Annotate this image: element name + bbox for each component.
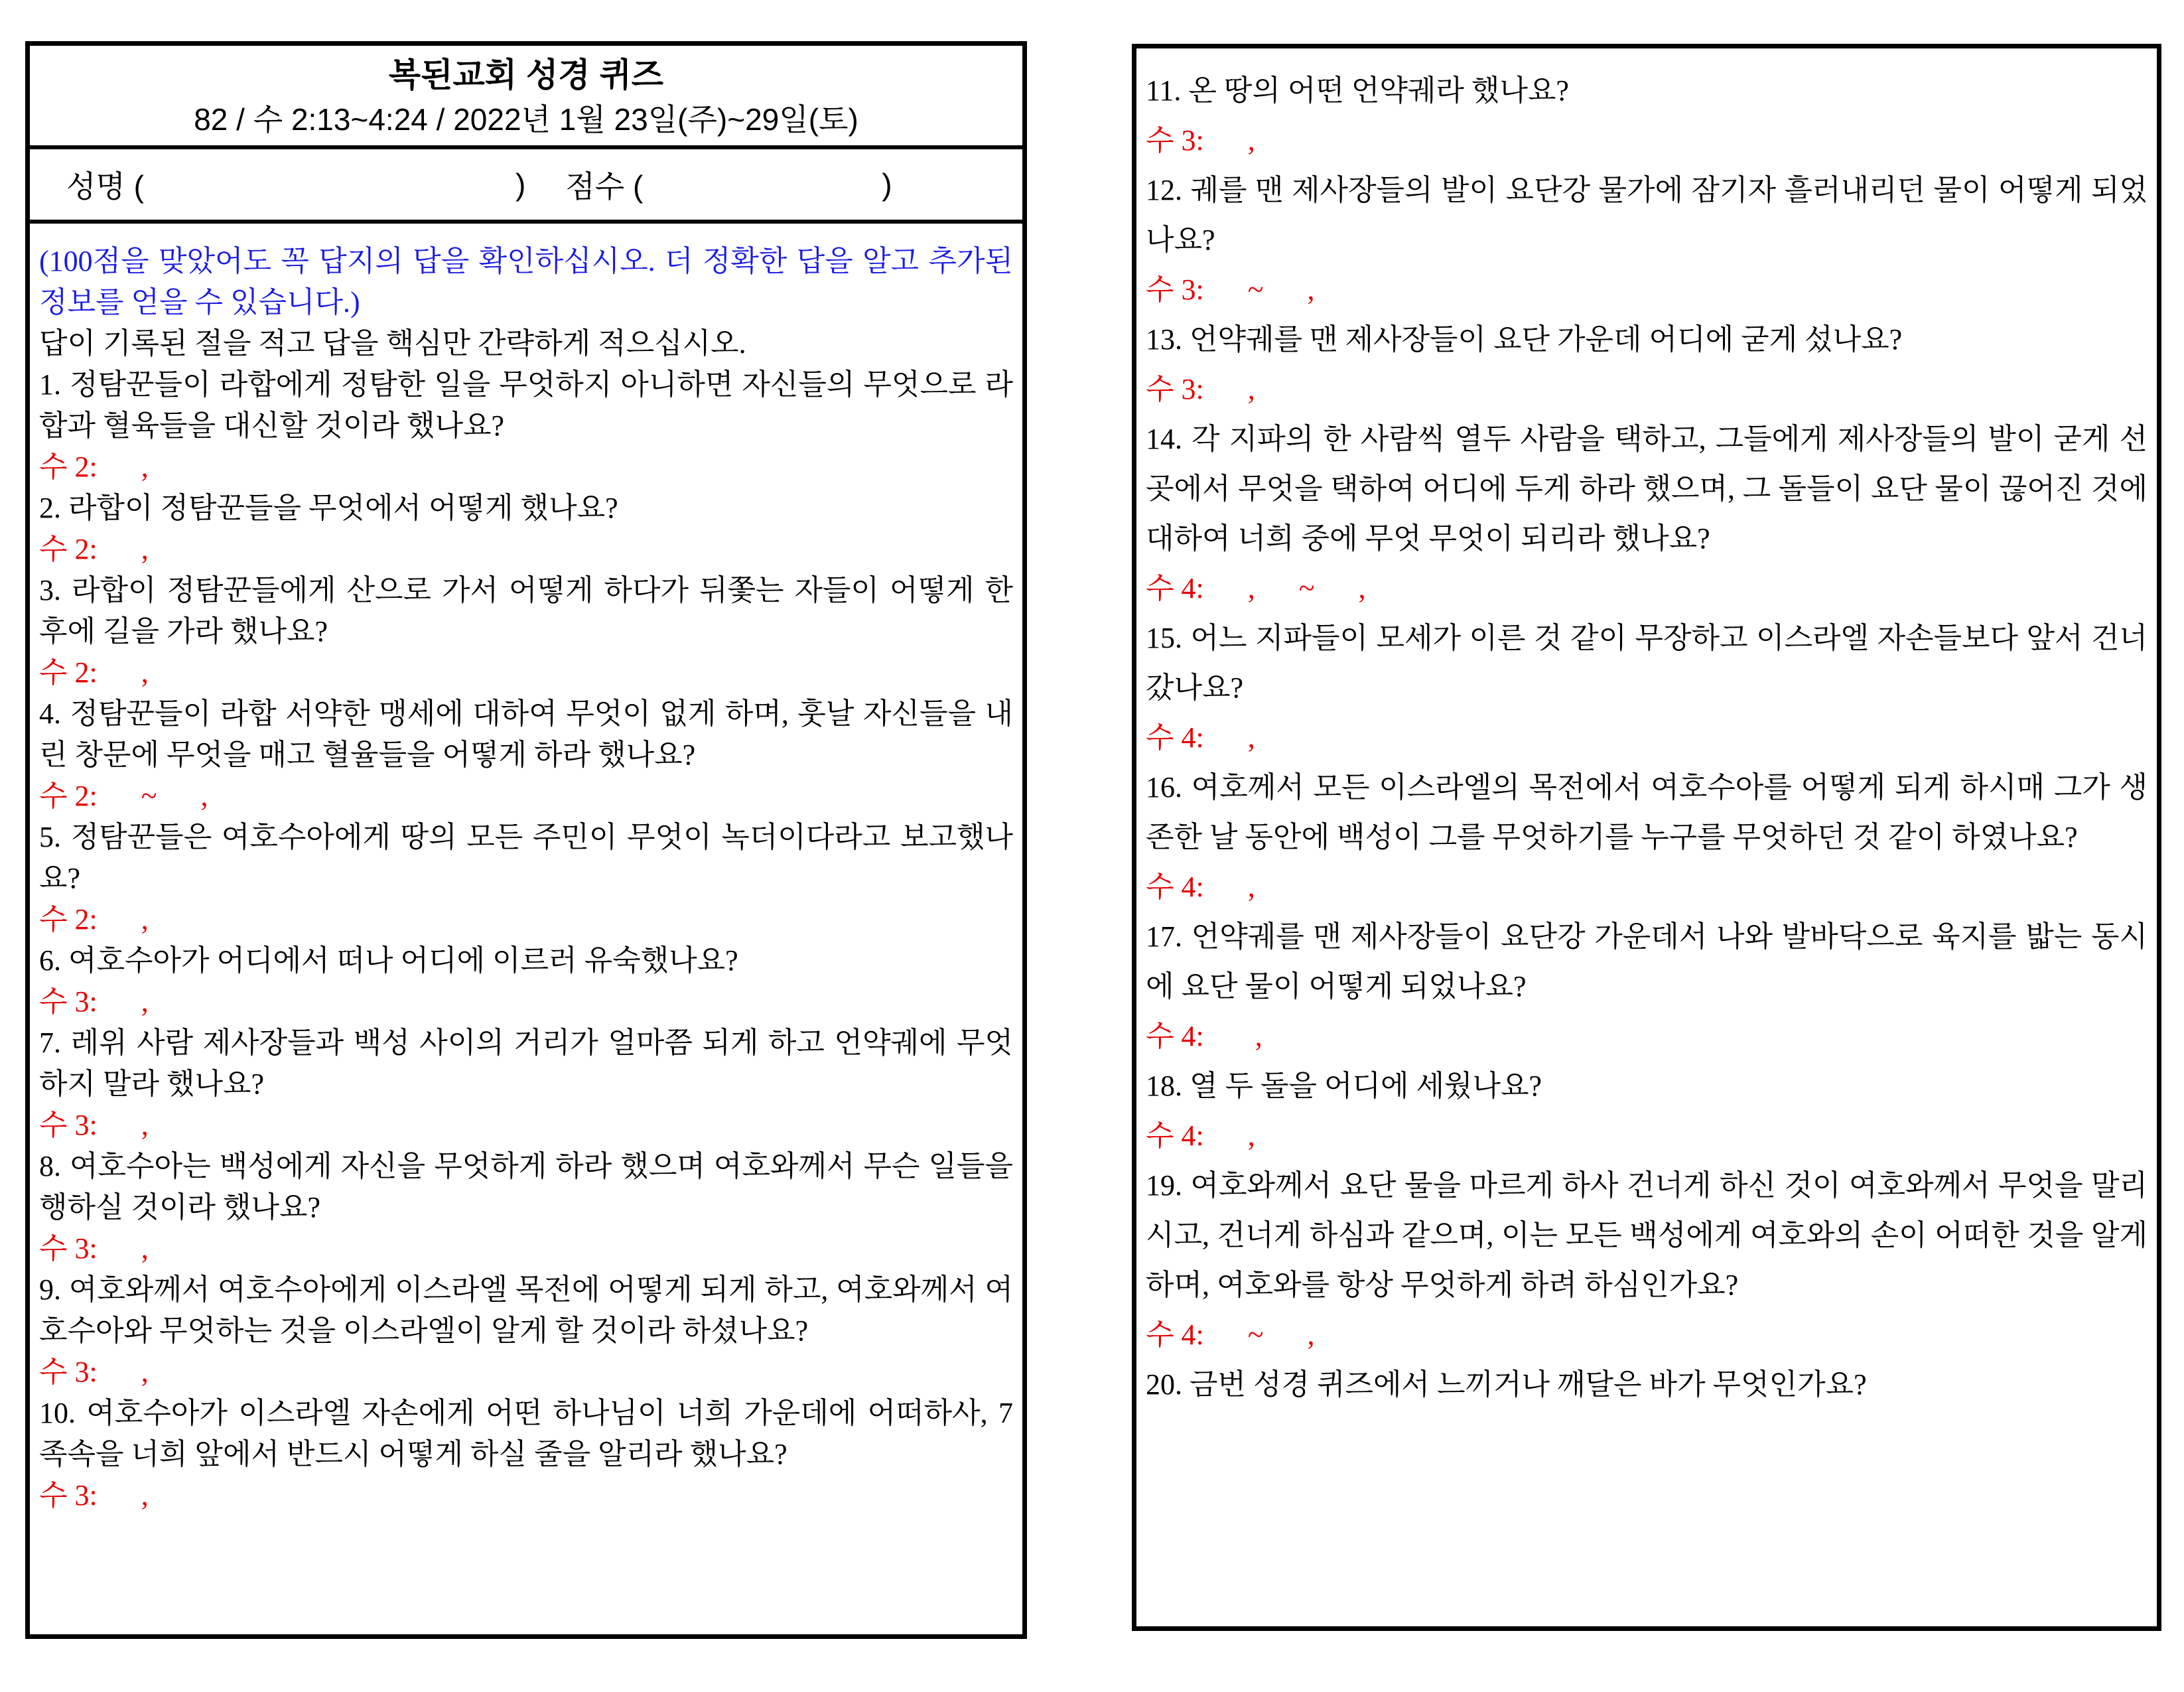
question-item-18 bbox=[1146, 1061, 2148, 1161]
question-body: 정탐꾼들은 여호수아에게 땅의 모든 주민이 무엇이 녹더이다라고 보고했나요? bbox=[39, 821, 1013, 894]
question-body: 정탐꾼들이 라합 서약한 맹세에 대하여 무엇이 없게 하며, 훗날 자신들을 내린 창문에 무엇을 매고 혈율들을 어떻게 하라 했나요? bbox=[39, 697, 1014, 771]
question-text bbox=[39, 817, 1013, 899]
question-number: 4. bbox=[39, 697, 61, 730]
question-number: 12. bbox=[1146, 174, 1182, 206]
name-label: 성명 ( bbox=[66, 169, 144, 204]
question-body: 여호와께서 요단 물을 마르게 하사 건너게 하신 것이 여호와께서 무엇을 말리시고, 건너게 하심과 같으며, 이는 모든 백성에게 여호와의 손이 어떠한 것을 알게 하며, 여호와를 항상 무엇하게 하려 하심인가요? bbox=[1146, 1169, 2148, 1301]
question-body: 여호수아는 백성에게 자신을 무엇하게 하라 했으며 여호와께서 무슨 일들을 행하실 것이라 했나요? bbox=[39, 1150, 1014, 1224]
question-text bbox=[1146, 1360, 2148, 1409]
question-number: 19. bbox=[1146, 1169, 1182, 1202]
question-text bbox=[1146, 1061, 2148, 1111]
question-item-1 bbox=[39, 364, 1013, 488]
question-body: 여호와께서 여호수아에게 이스라엘 목전에 어떻게 되게 하고, 여호와께서 여호수아와 무엇하는 것을 이스라엘이 알게 할 것이라 하셨나요? bbox=[39, 1273, 1014, 1347]
question-text bbox=[1146, 315, 2148, 364]
question-number: 15. bbox=[1146, 622, 1182, 654]
question-number: 11. bbox=[1146, 74, 1182, 107]
right-page bbox=[1132, 44, 2161, 1631]
answer-blank-line: 수 3: , bbox=[39, 985, 149, 1018]
question-text bbox=[39, 940, 1013, 981]
answer-blank-line: 수 4: , bbox=[1146, 1119, 1255, 1152]
name-input-area[interactable] bbox=[144, 161, 515, 208]
quiz-subtitle: 82 / 수 2:13~4:24 / 2022년 1월 23일(주)~29일(토) bbox=[194, 102, 858, 137]
question-item-6 bbox=[39, 940, 1013, 1022]
question-item-10 bbox=[39, 1393, 1013, 1516]
question-number: 1. bbox=[39, 368, 61, 401]
question-item-3 bbox=[39, 570, 1013, 693]
question-item-14 bbox=[1146, 414, 2148, 613]
question-text bbox=[1146, 66, 2148, 115]
question-text bbox=[1146, 912, 2148, 1011]
question-number: 6. bbox=[39, 944, 61, 977]
question-number: 2. bbox=[39, 492, 61, 524]
answer-blank-line: 수 3: , bbox=[1146, 124, 1255, 157]
question-body: 정탐꾼들이 라합에게 정탐한 일을 무엇하지 아니하면 자신들의 무엇으로 라합과 혈육들을 대신할 것이라 했나요? bbox=[39, 368, 1014, 442]
question-item-11 bbox=[1146, 66, 2148, 165]
question-body: 언약궤를 맨 제사장들이 요단강 가운데서 나와 발바닥으로 육지를 밟는 동시에 요단 물이 어떻게 되었나요? bbox=[1146, 920, 2148, 1003]
answer-blank-line: 수 2: , bbox=[39, 533, 149, 565]
answer-blank-line: 수 3: ~ , bbox=[1146, 273, 1315, 306]
question-number: 8. bbox=[39, 1150, 61, 1182]
question-number: 20. bbox=[1146, 1368, 1182, 1401]
question-item-8 bbox=[39, 1146, 1013, 1269]
question-item-19 bbox=[1146, 1161, 2148, 1360]
instruction-note: (100점을 맞았어도 꼭 답지의 답을 확인하십시오. 더 정확한 답을 알고 추가된 정보를 얻을 수 있습니다.) bbox=[39, 245, 1013, 318]
question-body: 라합이 정탐꾼들에게 산으로 가서 어떻게 하다가 뒤쫓는 자들이 어떻게 한 후에 길을 가라 했나요? bbox=[39, 574, 1014, 648]
question-text bbox=[39, 1022, 1013, 1105]
answer-blank-line: 수 3: , bbox=[39, 1232, 149, 1265]
question-item-15 bbox=[1146, 613, 2148, 762]
answer-blank-line: 수 2: ~ , bbox=[39, 780, 208, 812]
score-input-area[interactable] bbox=[643, 161, 882, 208]
question-number: 17. bbox=[1146, 920, 1182, 953]
question-text bbox=[39, 1393, 1013, 1475]
question-body: 여호께서 모든 이스라엘의 목전에서 여호수아를 어떻게 되게 하시매 그가 생존한 날 동안에 백성이 그를 무엇하기를 누구를 무엇하던 것 같이 하였나요? bbox=[1146, 771, 2148, 853]
right-questions-area bbox=[1136, 48, 2157, 1409]
instruction-direction: 답이 기록된 절을 적고 답을 핵심만 간략하게 적으십시오. bbox=[39, 327, 746, 360]
name-paren-close: ) bbox=[515, 167, 526, 202]
question-body: 각 지파의 한 사람씩 열두 사람을 택하고, 그들에게 제사장들의 발이 굳게 선 곳에서 무엇을 택하여 어디에 두게 하라 했으며, 그 돌들이 요단 물이 끊어진 것에 대하여 너희 중에 무엇 무엇이 되리라 했나요? bbox=[1146, 423, 2148, 555]
question-item-4 bbox=[39, 693, 1013, 817]
name-score-row bbox=[30, 149, 1022, 224]
question-text bbox=[1146, 762, 2148, 862]
question-body: 궤를 맨 제사장들의 발이 요단강 물가에 잠기자 흘러내리던 물이 어떻게 되었나요? bbox=[1146, 174, 2148, 256]
answer-blank-line: 수 4: , bbox=[1146, 871, 1255, 903]
question-body: 여호수아가 어디에서 떠나 어디에 이르러 유숙했나요? bbox=[68, 944, 738, 977]
answer-blank-line: 수 4: ~ , bbox=[1146, 1318, 1315, 1351]
question-body: 열 두 돌을 어디에 세웠나요? bbox=[1190, 1070, 1542, 1102]
question-text bbox=[39, 488, 1013, 529]
question-item-2 bbox=[39, 488, 1013, 570]
question-body: 어느 지파들이 모세가 이른 것 같이 무장하고 이스라엘 자손들보다 앞서 건너갔나요? bbox=[1146, 622, 2148, 704]
answer-blank-line: 수 4: , ~ , bbox=[1146, 572, 1366, 604]
question-body: 라합이 정탐꾼들을 무엇에서 어떻게 했나요? bbox=[68, 492, 618, 524]
question-number: 7. bbox=[39, 1026, 61, 1059]
answer-blank-line: 수 3: , bbox=[39, 1356, 149, 1388]
question-text bbox=[39, 1146, 1013, 1228]
question-number: 5. bbox=[39, 821, 61, 853]
score-label: 점수 ( bbox=[565, 169, 644, 204]
question-number: 18. bbox=[1146, 1070, 1182, 1102]
quiz-title: 복된교회 성경 퀴즈 bbox=[388, 56, 664, 94]
quiz-header bbox=[30, 46, 1022, 149]
answer-blank-line: 수 3: , bbox=[39, 1479, 149, 1512]
question-item-9 bbox=[39, 1269, 1013, 1393]
answer-blank-line: 수 2: , bbox=[39, 451, 149, 483]
question-item-20 bbox=[1146, 1360, 2148, 1409]
question-text bbox=[39, 570, 1013, 652]
question-item-16 bbox=[1146, 762, 2148, 912]
answer-blank-line: 수 3: , bbox=[1146, 373, 1255, 405]
question-text bbox=[1146, 165, 2148, 265]
question-number: 16. bbox=[1146, 771, 1182, 804]
question-text bbox=[39, 1269, 1013, 1352]
answer-blank-line: 수 2: , bbox=[39, 903, 149, 936]
question-item-7 bbox=[39, 1022, 1013, 1146]
question-body: 온 땅의 어떤 언약궤라 했나요? bbox=[1188, 74, 1569, 107]
question-number: 13. bbox=[1146, 323, 1182, 356]
answer-blank-line: 수 4: , bbox=[1146, 1020, 1263, 1052]
question-item-13 bbox=[1146, 315, 2148, 414]
left-page bbox=[25, 41, 1027, 1639]
question-body: 레위 사람 제사장들과 백성 사이의 거리가 얼마쯤 되게 하고 언약궤에 무엇 하지 말라 했나요? bbox=[39, 1026, 1014, 1100]
question-item-17 bbox=[1146, 912, 2148, 1061]
score-paren-close: ) bbox=[882, 167, 892, 202]
question-number: 9. bbox=[39, 1273, 61, 1306]
question-text bbox=[1146, 1161, 2148, 1310]
question-text bbox=[39, 364, 1013, 447]
left-questions-area bbox=[30, 224, 1022, 1516]
question-text bbox=[39, 693, 1013, 776]
question-body: 여호수아가 이스라엘 자손에게 어떤 하나님이 너희 가운데에 어떠하사, 7 족속을 너희 앞에서 반드시 어떻게 하실 줄을 알리라 했나요? bbox=[39, 1397, 1013, 1470]
question-body: 금번 성경 퀴즈에서 느끼거나 깨달은 바가 무엇인가요? bbox=[1190, 1368, 1867, 1401]
question-item-12 bbox=[1146, 165, 2148, 315]
question-item-5 bbox=[39, 817, 1013, 940]
answer-blank-line: 수 2: , bbox=[39, 656, 149, 689]
question-number: 10. bbox=[39, 1397, 76, 1429]
question-text bbox=[1146, 414, 2148, 563]
question-body: 언약궤를 맨 제사장들이 요단 가운데 어디에 굳게 섰나요? bbox=[1190, 323, 1903, 356]
question-number: 14. bbox=[1146, 423, 1182, 455]
question-text bbox=[1146, 613, 2148, 713]
question-number: 3. bbox=[39, 574, 61, 606]
answer-blank-line: 수 4: , bbox=[1146, 721, 1255, 754]
answer-blank-line: 수 3: , bbox=[39, 1109, 149, 1141]
